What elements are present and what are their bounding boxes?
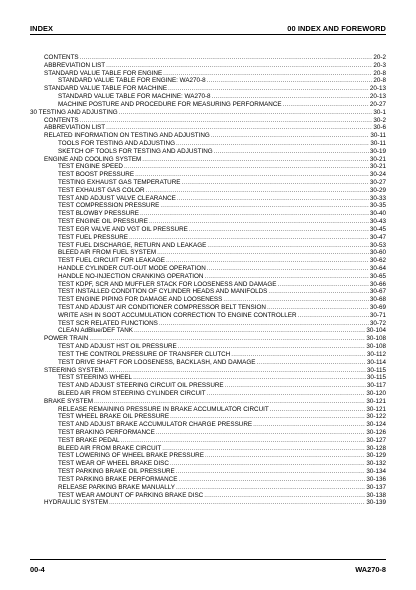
- toc-entry-page: 30-120: [366, 389, 386, 397]
- toc-dot-leader: [207, 77, 373, 85]
- toc-entry[interactable]: [44, 281, 386, 289]
- toc-entry-title: CONTENTS: [44, 116, 79, 124]
- toc-entry-title: STEERING SYSTEM: [44, 366, 104, 374]
- toc-entry-page: 30-65: [369, 272, 386, 280]
- toc-entry-title: STANDARD VALUE TABLE FOR ENGINE: [44, 69, 163, 77]
- toc-dot-leader: [170, 413, 365, 421]
- toc-entry-title: TEST AND ADJUST HST OIL PRESSURE: [58, 343, 177, 351]
- toc-entry[interactable]: [44, 163, 386, 171]
- toc-entry-title: TEST BLOWBY PRESSURE: [58, 210, 139, 218]
- toc-entry-title: STANDARD VALUE TABLE FOR MACHINE: [44, 85, 168, 93]
- toc-entry-page: 30-64: [369, 264, 386, 272]
- toc-entry-title: POWER TRAIN: [44, 335, 89, 343]
- toc-dot-leader: [160, 202, 369, 210]
- toc-entry-page: 30-69: [369, 304, 386, 311]
- toc-dot-leader: [140, 210, 369, 218]
- toc-dot-leader: [124, 163, 369, 171]
- toc-entry-title: TESTING EXHAUST GAS TEMPERATURE: [58, 179, 181, 186]
- toc-entry[interactable]: [44, 218, 386, 226]
- toc-dot-leader: [163, 70, 372, 78]
- toc-entry-page: 20-3: [373, 61, 386, 69]
- toc-entry-page: 30-11: [370, 139, 386, 147]
- toc-entry-title: WRITE ASH IN SOOT ACCUMULATION CORRECTION TO ENGINE CONTROLLER: [58, 311, 297, 319]
- toc-entry-title: TEST KDPF, SCR AND MUFFLER STACK FOR LOOSENESS AND DAMAGE: [58, 280, 277, 288]
- toc-dot-leader: [89, 335, 365, 343]
- header-section-title: INDEX: [30, 24, 54, 33]
- toc-entry[interactable]: [44, 320, 386, 328]
- toc-entry-page: 30-2: [373, 116, 386, 124]
- toc-entry[interactable]: [44, 85, 386, 93]
- toc-entry-title: TEST SCR RELATED FUNCTIONS: [58, 319, 158, 327]
- toc-entry[interactable]: [44, 70, 386, 78]
- toc-dot-leader: [80, 54, 373, 62]
- toc-entry-page: 30-136: [366, 475, 386, 483]
- toc-entry[interactable]: [44, 452, 386, 460]
- toc-dot-leader: [189, 226, 369, 234]
- toc-entry[interactable]: [44, 304, 386, 312]
- toc-dot-leader: [176, 484, 365, 492]
- toc-entry-page: 20-8: [373, 69, 386, 77]
- toc-entry-title: TEST DRIVE SHAFT FOR LOOSENESS, BACKLASH, AND DAMAGE: [58, 358, 256, 366]
- toc-entry[interactable]: [44, 437, 386, 445]
- toc-entry[interactable]: [44, 265, 386, 273]
- toc-entry-title: TEST AND ADJUST AIR CONDITIONER COMPRESSOR BELT TENSION: [58, 304, 266, 311]
- toc-dot-leader: [177, 195, 369, 203]
- toc-entry-title: TEST LOWERING OF WHEEL BRAKE PRESSURE: [58, 452, 204, 460]
- toc-dot-leader: [205, 452, 365, 460]
- toc-entry-page: 30-108: [366, 343, 386, 351]
- toc-entry[interactable]: [44, 202, 386, 210]
- toc-dot-leader: [149, 218, 369, 226]
- toc-entry[interactable]: [44, 343, 386, 351]
- toc-entry-title: SKETCH OF TOOLS FOR TESTING AND ADJUSTING: [58, 147, 213, 155]
- toc-entry-page: 30-128: [366, 444, 386, 452]
- toc-entry-page: 30-108: [366, 335, 386, 343]
- toc-entry-page: 30-72: [369, 319, 386, 327]
- toc-entry[interactable]: [44, 406, 386, 414]
- toc-entry-title: BLEED AIR FROM FUEL SYSTEM: [58, 249, 157, 257]
- toc-entry[interactable]: [44, 226, 386, 234]
- toc-entry-title: TEST FUEL CIRCUIT FOR LEAKAGE: [58, 257, 165, 265]
- header-chapter-title: 00 INDEX AND FOREWORD: [287, 24, 386, 33]
- toc-entry-page: 30-11: [370, 132, 386, 140]
- toc-entry-title: TEST BOOST PRESSURE: [58, 171, 135, 179]
- toc-entry-title: TEST ENGINE PIPING FOR DAMAGE AND LOOSENESS: [58, 296, 223, 304]
- toc-entry-title: HANDLE NO-INJECTION CRANKING OPERATION: [58, 272, 204, 280]
- toc-entry-page: 30-132: [366, 460, 386, 468]
- toc-entry-title: TEST WEAR OF WHEEL BRAKE DISC: [58, 460, 169, 468]
- model-number: WA270-8: [355, 564, 386, 574]
- toc-entry[interactable]: [44, 296, 386, 304]
- toc-entry[interactable]: [44, 374, 386, 382]
- toc-entry[interactable]: [44, 351, 386, 359]
- toc-entry-page: 30-121: [366, 405, 386, 413]
- toc-entry-title: TEST FUEL DISCHARGE, RETURN AND LEAKAGE: [58, 241, 207, 249]
- toc-dot-leader: [109, 499, 365, 507]
- toc-dot-leader: [178, 476, 365, 484]
- toc-entry-title: BLEED AIR FROM STEERING CYLINDER CIRCUIT: [58, 389, 206, 397]
- toc-entry[interactable]: [44, 132, 386, 140]
- toc-dot-leader: [162, 445, 365, 453]
- toc-entry[interactable]: [30, 109, 386, 117]
- toc-entry-page: 30-126: [366, 429, 386, 436]
- toc-entry-title: MACHINE POSTURE AND PROCEDURE FOR MEASURING PERFORMANCE: [58, 100, 282, 108]
- toc-dot-leader: [298, 312, 369, 320]
- toc-entry-title: HANDLE CYLINDER CUT-OUT MODE OPERATION: [58, 264, 206, 272]
- toc-dot-leader: [94, 398, 365, 406]
- toc-entry-page: 30-62: [369, 257, 386, 265]
- toc-entry[interactable]: [44, 460, 386, 468]
- toc-entry-title: CLEAN AdBlue/DEF TANK: [58, 327, 134, 335]
- toc-entry-title: ENGINE AND COOLING SYSTEM: [44, 155, 142, 163]
- toc-entry-title: ABBREVIATION LIST: [44, 61, 106, 69]
- toc-entry-page: 30-121: [366, 397, 386, 405]
- toc-entry[interactable]: [44, 242, 386, 250]
- toc-entry-title: TEST AND ADJUST VALVE CLEARANCE: [58, 194, 176, 202]
- toc-entry[interactable]: [44, 249, 386, 257]
- toc-entry-title: TEST ENGINE OIL PRESSURE: [58, 218, 148, 226]
- toc-entry-page: 30-29: [369, 186, 386, 194]
- toc-dot-leader: [211, 132, 370, 140]
- toc-entry-page: 30-67: [369, 288, 386, 296]
- toc-dot-leader: [106, 124, 372, 132]
- toc-entry-page: 30-19: [369, 147, 386, 155]
- toc-entry-title: STANDARD VALUE TABLE FOR ENGINE: WA270-8: [58, 77, 206, 85]
- toc-dot-leader: [105, 367, 366, 375]
- toc-entry-page: 30-114: [366, 358, 386, 366]
- toc-entry[interactable]: [44, 445, 386, 453]
- toc-dot-leader: [176, 468, 366, 476]
- toc-entry-page: 30-21: [369, 163, 386, 171]
- toc-entry[interactable]: [44, 187, 386, 195]
- toc-entry-page: 30-45: [369, 225, 386, 233]
- toc-entry-page: 30-139: [366, 499, 386, 507]
- toc-entry-page: 30-71: [369, 311, 386, 319]
- toc-entry-page: 30-124: [366, 421, 386, 429]
- toc-entry-title: RELEASE REMAINING PRESSURE IN BRAKE ACCUMULATOR CIRCUIT: [58, 405, 269, 413]
- toc-entry-title: RELEASE PARKING BRAKE MANUALLY: [58, 483, 175, 491]
- toc-dot-leader: [120, 437, 365, 445]
- toc-entry[interactable]: [44, 124, 386, 132]
- toc-entry-page: 30-127: [366, 436, 386, 444]
- toc-entry-page: 30-137: [366, 483, 386, 491]
- toc-dot-leader: [283, 101, 369, 109]
- toc-entry[interactable]: [44, 288, 386, 296]
- toc-entry-page: 30-129: [366, 452, 386, 460]
- toc-entry[interactable]: [44, 117, 386, 125]
- toc-entry-title: TEST PARKING BRAKE PERFORMANCE: [58, 475, 178, 483]
- toc-entry-page: 30-33: [369, 194, 386, 202]
- toc-entry[interactable]: [44, 492, 386, 500]
- toc-entry-page: 30-21: [369, 155, 386, 163]
- toc-entry-title: 30 TESTING AND ADJUSTING: [30, 108, 118, 116]
- table-of-contents: [30, 54, 386, 507]
- toc-dot-leader: [214, 148, 369, 156]
- toc-entry-page: 20-13: [369, 93, 386, 101]
- page-number: 00-4: [30, 564, 45, 574]
- toc-dot-leader: [146, 187, 369, 195]
- toc-dot-leader: [156, 429, 366, 437]
- toc-dot-leader: [168, 85, 369, 93]
- toc-dot-leader: [204, 273, 368, 281]
- toc-dot-leader: [207, 265, 369, 273]
- toc-dot-leader: [142, 156, 369, 164]
- toc-entry[interactable]: [44, 421, 386, 429]
- toc-entry[interactable]: [44, 484, 386, 492]
- toc-entry[interactable]: [44, 429, 386, 437]
- toc-entry-page: 30-138: [366, 491, 386, 499]
- toc-dot-leader: [267, 304, 369, 312]
- toc-dot-leader: [133, 374, 366, 382]
- toc-entry-page: 30-1: [373, 108, 386, 116]
- toc-entry-title: BRAKE SYSTEM: [44, 397, 93, 405]
- toc-dot-leader: [270, 406, 366, 414]
- toc-entry[interactable]: [44, 101, 386, 109]
- toc-entry-title: TEST AND ADJUST BRAKE ACCUMULATOR CHARGE PRESSURE: [58, 421, 253, 429]
- toc-entry-page: 30-115: [366, 374, 386, 382]
- toc-entry-page: 30-104: [366, 327, 386, 335]
- toc-dot-leader: [253, 421, 365, 429]
- toc-entry-title: TOOLS FOR TESTING AND ADJUSTING: [58, 139, 175, 147]
- toc-entry-title: RELATED INFORMATION ON TESTING AND ADJUSTING: [44, 132, 210, 140]
- toc-entry-page: 30-60: [369, 249, 386, 257]
- toc-dot-leader: [277, 281, 368, 289]
- toc-entry[interactable]: [44, 327, 386, 335]
- toc-dot-leader: [204, 492, 365, 500]
- toc-entry[interactable]: [44, 499, 386, 507]
- toc-entry[interactable]: [44, 77, 386, 85]
- toc-dot-leader: [135, 171, 369, 179]
- toc-dot-leader: [157, 249, 369, 257]
- toc-entry-page: 30-134: [366, 468, 386, 476]
- header-divider: [30, 34, 386, 35]
- toc-entry-page: 30-40: [369, 210, 386, 218]
- toc-entry-title: TEST WEAR AMOUNT OF PARKING BRAKE DISC: [58, 491, 204, 499]
- toc-entry-title: TEST PARKING BRAKE OIL PRESSURE: [58, 468, 175, 476]
- toc-entry-page: 30-68: [369, 296, 386, 304]
- toc-entry-title: TEST COMPRESSION PRESSURE: [58, 202, 160, 210]
- toc-entry[interactable]: [44, 93, 386, 101]
- toc-entry-title: HYDRAULIC SYSTEM: [44, 499, 109, 507]
- toc-dot-leader: [170, 460, 365, 468]
- toc-entry-page: 30-27: [369, 179, 386, 186]
- toc-entry[interactable]: [44, 234, 386, 242]
- toc-entry-title: TEST THE CONTROL PRESSURE OF TRANSFER CLUTCH: [58, 350, 231, 358]
- toc-entry-page: 30-24: [369, 171, 386, 179]
- toc-dot-leader: [119, 109, 373, 117]
- toc-entry-title: TEST BRAKING PERFORMANCE: [58, 429, 155, 436]
- toc-entry[interactable]: [44, 382, 386, 390]
- toc-entry[interactable]: [44, 335, 386, 343]
- toc-entry[interactable]: [44, 62, 386, 70]
- toc-entry[interactable]: [44, 156, 386, 164]
- page-footer: [30, 563, 386, 575]
- toc-dot-leader: [129, 234, 369, 242]
- toc-entry-title: CONTENTS: [44, 54, 79, 61]
- toc-dot-leader: [134, 327, 365, 335]
- toc-entry-title: TEST FUEL PRESSURE: [58, 233, 128, 241]
- toc-dot-leader: [207, 242, 369, 250]
- toc-entry-title: STANDARD VALUE TABLE FOR MACHINE: WA270-8: [58, 93, 211, 101]
- toc-dot-leader: [181, 179, 368, 187]
- toc-dot-leader: [106, 62, 372, 70]
- toc-entry-page: 30-43: [369, 218, 386, 226]
- toc-entry[interactable]: [44, 312, 386, 320]
- toc-entry-page: 20-13: [369, 85, 386, 93]
- toc-entry-page: 30-117: [366, 382, 386, 390]
- toc-entry-title: TEST WHEEL BRAKE OIL PRESSURE: [58, 413, 170, 421]
- toc-entry[interactable]: [44, 257, 386, 265]
- page-header: [30, 19, 386, 33]
- toc-dot-leader: [80, 117, 373, 125]
- toc-dot-leader: [231, 351, 366, 359]
- toc-dot-leader: [223, 296, 369, 304]
- toc-entry-page: 30-53: [369, 241, 386, 249]
- toc-entry-title: TEST EGR VALVE AND VGT OIL PRESSURE: [58, 225, 188, 233]
- toc-entry-page: 30-115: [366, 366, 386, 374]
- toc-entry-title: TEST EXHAUST GAS COLOR: [58, 186, 145, 194]
- toc-entry-title: ABBREVIATION LIST: [44, 124, 106, 132]
- toc-dot-leader: [166, 257, 369, 265]
- toc-entry-page: 30-112: [366, 350, 386, 358]
- toc-dot-leader: [225, 382, 366, 390]
- toc-entry-page: 20-8: [373, 77, 386, 85]
- toc-entry-title: TEST ENGINE SPEED: [58, 163, 123, 171]
- toc-entry-page: 20-2: [373, 54, 386, 61]
- toc-entry[interactable]: [44, 476, 386, 484]
- toc-dot-leader: [178, 343, 366, 351]
- toc-entry-title: TEST INSTALLED CONDITION OF CYLINDER HEADS AND MANIFOLDS: [58, 288, 268, 296]
- toc-entry[interactable]: [44, 195, 386, 203]
- toc-entry-page: 30-122: [366, 413, 386, 421]
- toc-entry[interactable]: [44, 367, 386, 375]
- toc-entry[interactable]: [44, 273, 386, 281]
- toc-entry-page: 30-6: [373, 124, 386, 132]
- toc-entry[interactable]: [44, 148, 386, 156]
- toc-dot-leader: [176, 140, 369, 148]
- toc-entry[interactable]: [44, 413, 386, 421]
- footer-divider: [30, 559, 386, 560]
- toc-entry[interactable]: [44, 179, 386, 187]
- toc-entry-page: 20-27: [369, 100, 386, 108]
- toc-entry-title: TEST BRAKE PEDAL: [58, 436, 120, 444]
- toc-dot-leader: [159, 320, 369, 328]
- toc-entry[interactable]: [44, 390, 386, 398]
- toc-entry[interactable]: [44, 359, 386, 367]
- toc-entry-title: BLEED AIR FROM BRAKE CIRCUIT: [58, 444, 162, 452]
- toc-entry[interactable]: [44, 140, 386, 148]
- toc-entry[interactable]: [44, 210, 386, 218]
- toc-entry-title: TEST STEERING WHEEL: [58, 374, 133, 382]
- toc-entry-page: 30-47: [369, 233, 386, 241]
- toc-entry[interactable]: [44, 171, 386, 179]
- toc-entry[interactable]: [44, 468, 386, 476]
- toc-dot-leader: [207, 390, 366, 398]
- toc-entry[interactable]: [44, 54, 386, 62]
- toc-dot-leader: [212, 93, 369, 101]
- toc-entry-page: 30-66: [369, 280, 386, 288]
- toc-dot-leader: [268, 288, 369, 296]
- toc-dot-leader: [256, 359, 365, 367]
- toc-entry[interactable]: [44, 398, 386, 406]
- toc-entry-title: TEST AND ADJUST STEERING CIRCUIT OIL PRESSURE: [58, 382, 224, 390]
- toc-entry-page: 30-35: [369, 202, 386, 210]
